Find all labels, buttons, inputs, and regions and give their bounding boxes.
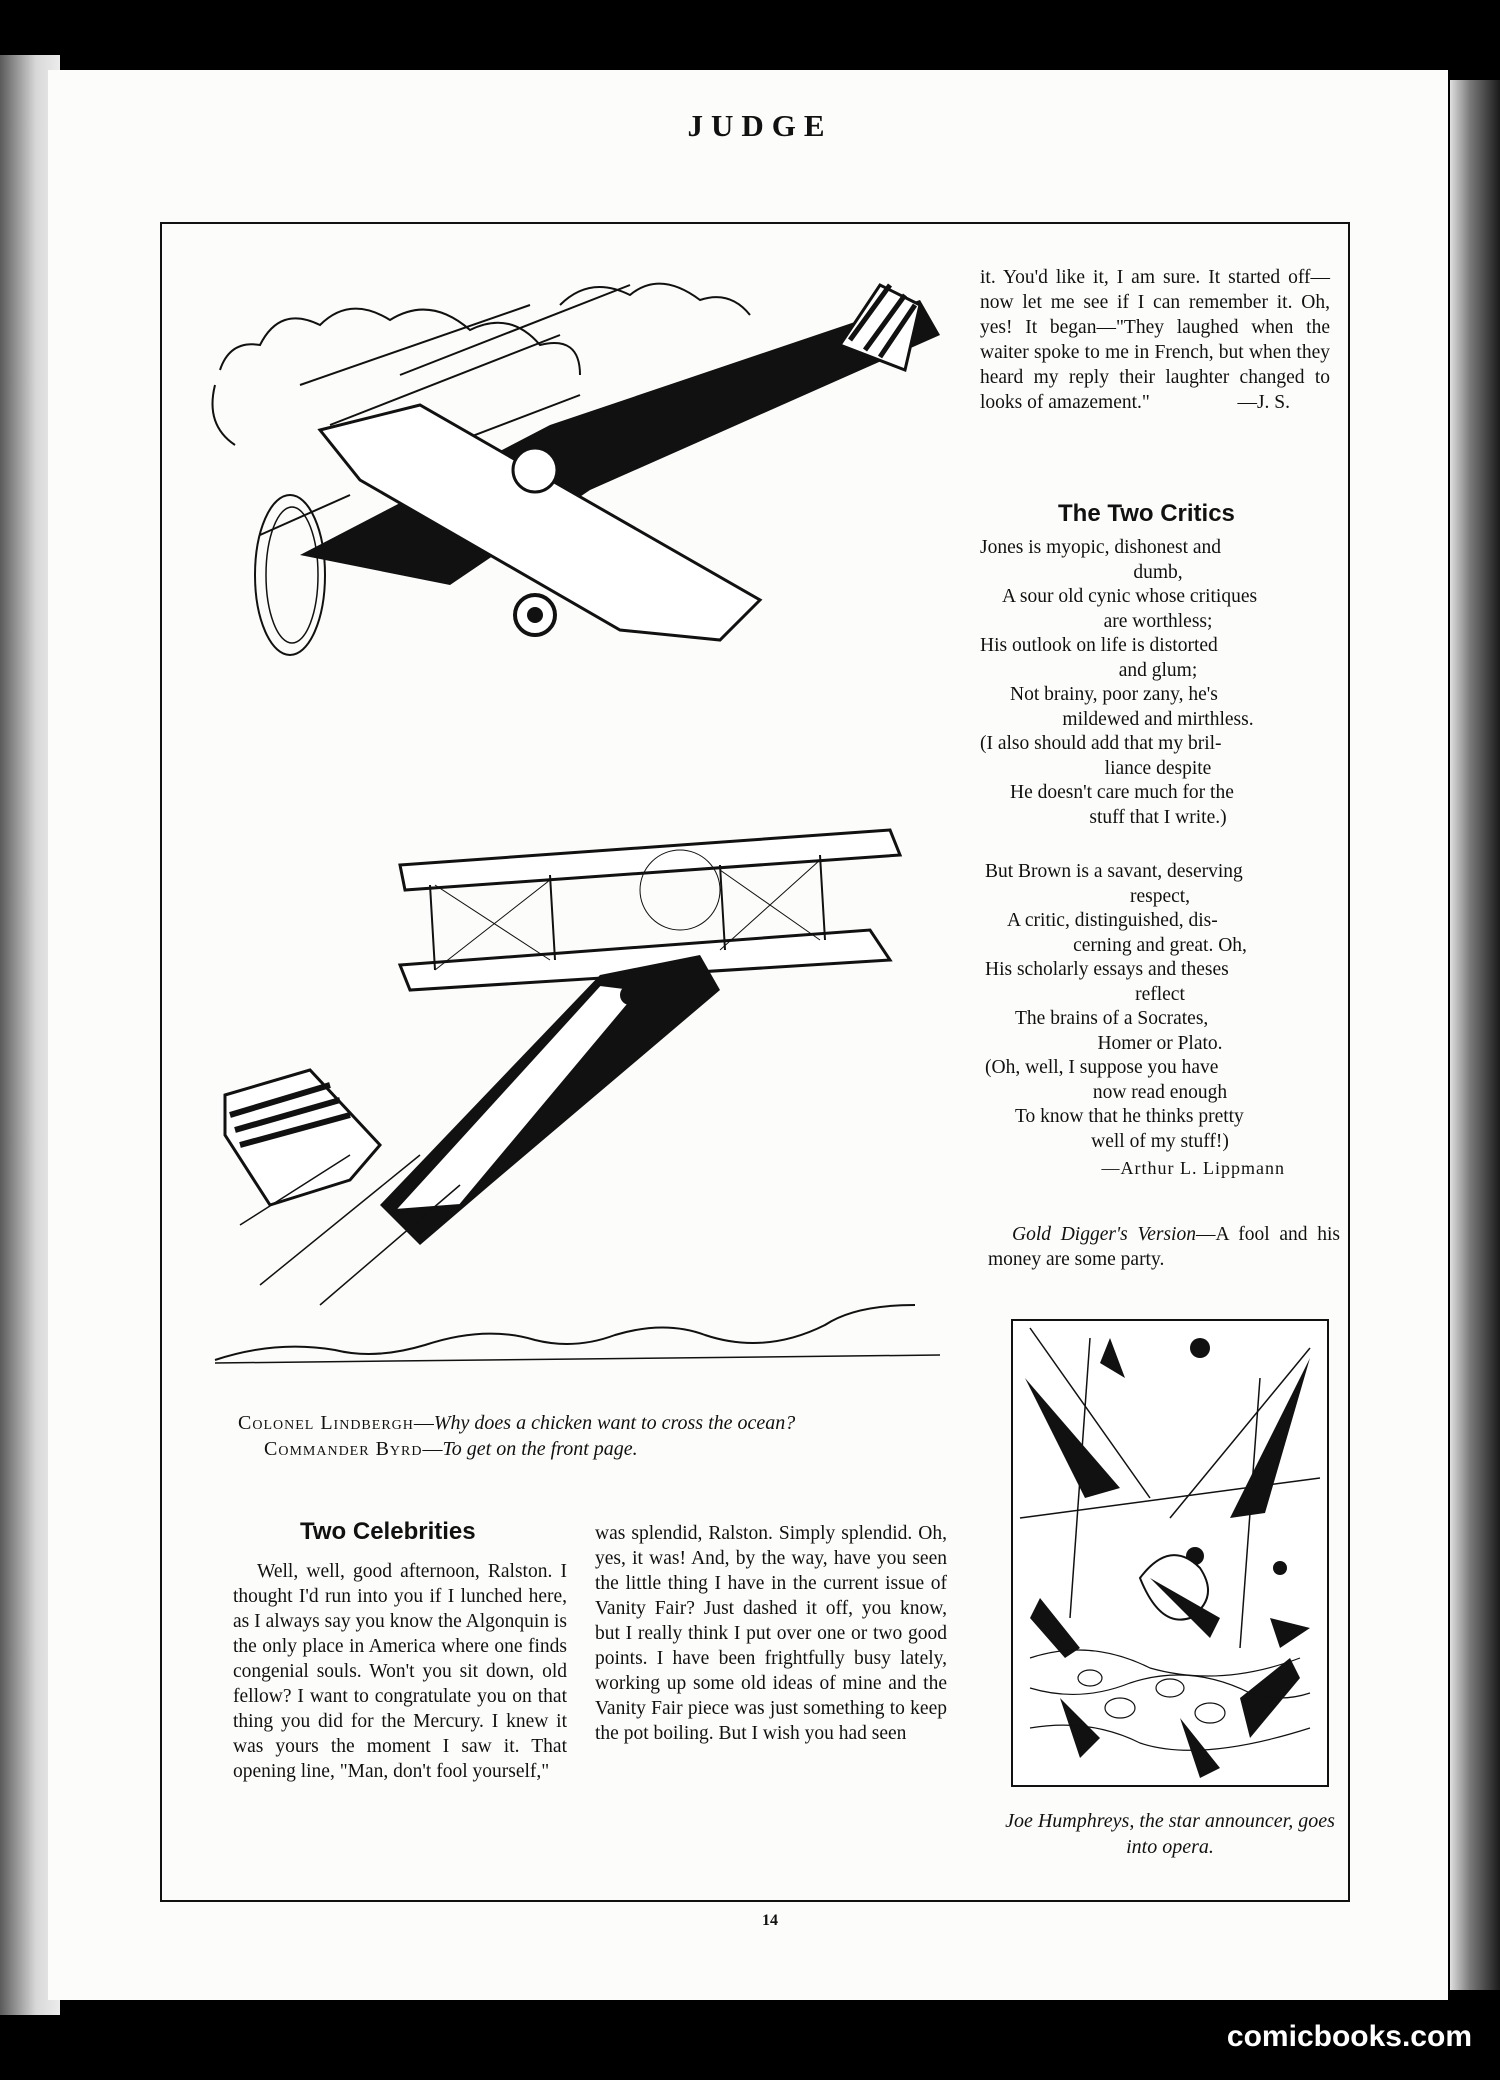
poem-line-continuation: Homer or Plato. (1097, 1032, 1223, 1054)
poem-line-continuation: mildewed and mirthless. (1062, 708, 1254, 730)
watermark: comicbooks.com (1226, 2020, 1472, 2053)
poem-line-continuation: are worthless; (1103, 610, 1213, 632)
gold-digger-paragraph (988, 1222, 1340, 1272)
poem-line-continuation: liance despite (1104, 757, 1212, 779)
critics-title: The Two Critics (1058, 500, 1235, 527)
poem-line: He doesn't care much for the (1010, 782, 1234, 803)
book-edge-right (1450, 80, 1500, 1990)
celebrities-text-2: was splendid, Ralston. Simply splendid. Oh, yes, it was! And, by the way, have you seen the little thing I have in the current issue of Vanity Fair? Just dashed it off, you know, but I really think I put over one or two good points. I have been frightfully busy lately, working up some old ideas of mine and the Vanity Fair piece was just something to keep the pot boiling. But I wish you had seen (595, 1523, 947, 1744)
critics-stanza-1 (980, 536, 1336, 830)
poem-line-continuation: now read enough (1092, 1081, 1228, 1103)
poem-line: His outlook on life is distorted (980, 635, 1218, 656)
airplane-cartoon (200, 245, 960, 1395)
poem-line: (I also should add that my bril- (980, 733, 1222, 754)
biplane-drawing (225, 830, 900, 1305)
airplane-cartoon-caption: Colonel Lindbergh—Why does a chicken want to cross the ocean? Commander Byrd—To get on the front page. (238, 1412, 796, 1460)
poem-line: (Oh, well, I suppose you have (985, 1057, 1219, 1078)
critics-stanza-2 (985, 860, 1335, 1154)
poem-line-continuation: cerning and great. Oh, (1073, 934, 1247, 956)
critics-author-block (990, 1156, 1285, 1181)
poem-line-continuation: respect, (1129, 885, 1191, 907)
masthead: JUDGE (687, 108, 833, 143)
poem-line-continuation: and glum; (1118, 659, 1198, 681)
caption-speaker-lindbergh: Colonel Lindbergh (238, 1412, 414, 1434)
caption-line-lindbergh: Why does a chicken want to cross the ocean? (433, 1412, 796, 1434)
poem-line: Not brainy, poor zany, he's (1010, 684, 1218, 705)
caption-speaker-byrd: Commander Byrd (264, 1438, 423, 1460)
celebrities-column-3 (980, 265, 1330, 415)
poem-line: A sour old cynic whose critiques (1002, 586, 1258, 607)
opera-cartoon (1010, 1318, 1330, 1788)
poem-line: A critic, distinguished, dis- (1007, 910, 1218, 931)
celebrities-column-2 (595, 1521, 947, 1746)
poem-line-continuation: stuff that I write.) (1089, 806, 1227, 828)
poem-line: The brains of a Socrates, (1015, 1008, 1209, 1029)
gold-digger-text: —A fool and his money are some party. (988, 1224, 1340, 1270)
poem-line: Jones is myopic, dishonest and (980, 537, 1222, 558)
celebrities-text-1: Well, well, good afternoon, Ralston. I thought I'd run into you if I lunched here, as I always say you know the Algonquin is the only place in America where one finds congenial souls. Won't you sit down, old fellow? I want to congratulate you on that thing you did for the Mercury. I knew it was yours the moment I saw it. That opening line, "Man, don't fool yourself," (233, 1561, 567, 1782)
opera-cartoon-caption: Joe Humphreys, the star announcer, goes into opera. (1005, 1810, 1335, 1858)
celebrities-title: Two Celebrities (300, 1518, 476, 1545)
poem-line: To know that he thinks pretty (1015, 1106, 1244, 1127)
poem-line: But Brown is a savant, deserving (985, 861, 1243, 882)
celebrities-signature: —J. S. (1237, 392, 1290, 413)
page-number: 14 (762, 1912, 778, 1929)
caption-line-byrd: To get on the front page. (442, 1438, 638, 1460)
celebrities-column-1 (233, 1559, 567, 1784)
poem-line-continuation: well of my stuff!) (1091, 1130, 1229, 1152)
monoplane-drawing (255, 285, 940, 655)
poem-line-continuation: reflect (1135, 983, 1185, 1005)
celebrities-text-3: it. You'd like it, I am sure. It started off—now let me see if I can remember it. Oh, yes! It began—"They laughed when the waiter spoke to me in French, but when they heard my reply their laughter changed to looks of amazement." (980, 267, 1330, 413)
critics-author: —Arthur L. Lippmann (1101, 1158, 1285, 1178)
poem-line: His scholarly essays and theses (985, 959, 1229, 980)
gold-digger-label: Gold Digger's Version (1012, 1224, 1196, 1245)
poem-line-continuation: dumb, (1133, 561, 1183, 583)
